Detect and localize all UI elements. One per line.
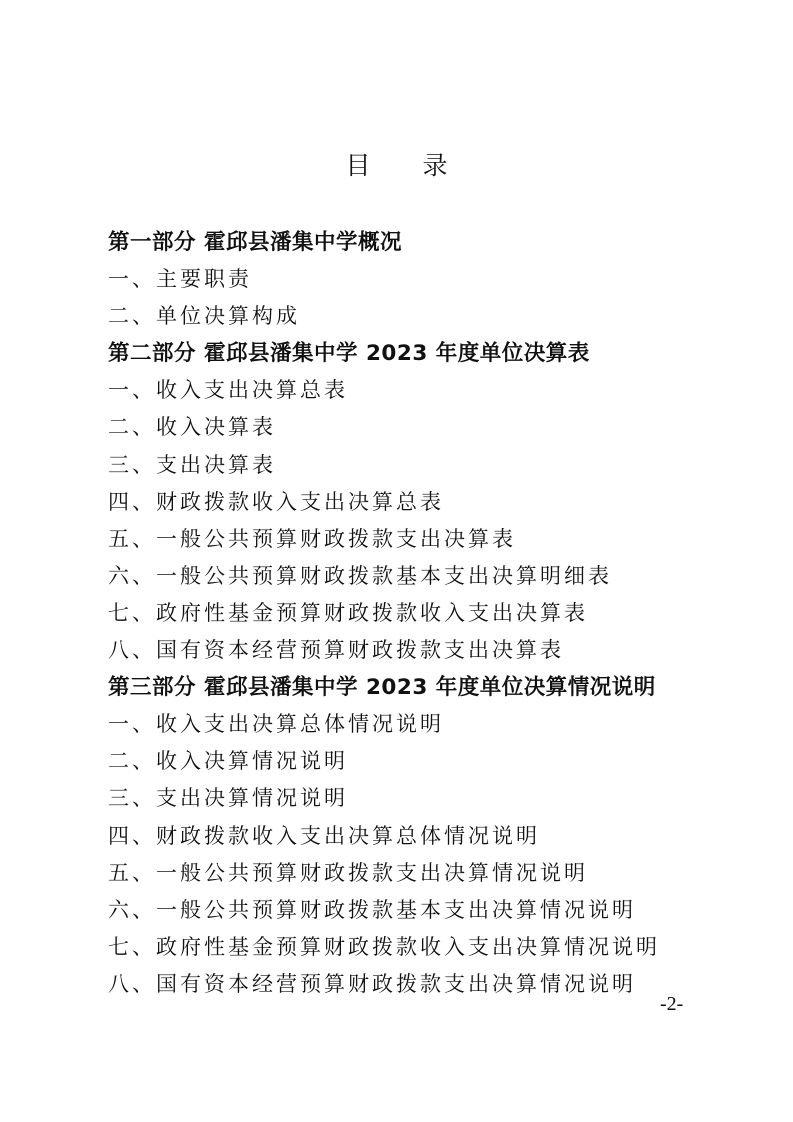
toc-item: 八、国有资本经营预算财政拨款支出决算表 [108,638,564,663]
toc-item: 四、财政拨款收入支出决算总体情况说明 [108,823,540,848]
toc-part-heading: 第一部分 霍邱县潘集中学概况 [108,230,402,255]
page-number: -2- [660,993,684,1015]
toc-item: 三、支出决算情况说明 [108,786,348,811]
toc-item: 八、国有资本经营预算财政拨款支出决算情况说明 [108,971,636,996]
page-title: 目 录 [345,151,470,180]
table-of-contents [108,224,748,1003]
toc-item: 二、单位决算构成 [108,304,300,329]
toc-item: 一、收入支出决算总体情况说明 [108,712,444,737]
toc-part-heading: 第二部分 霍邱县潘集中学 2023 年度单位决算表 [108,341,590,367]
toc-item: 六、一般公共预算财政拨款基本支出决算明细表 [108,563,612,588]
toc-item: 五、一般公共预算财政拨款支出决算表 [108,526,516,551]
toc-item: 二、收入决算情况说明 [108,749,348,774]
toc-item: 三、支出决算表 [108,452,276,477]
toc-item: 四、财政拨款收入支出决算总表 [108,489,444,514]
toc-item: 五、一般公共预算财政拨款支出决算情况说明 [108,860,588,885]
toc-item: 一、主要职责 [108,267,252,292]
toc-item: 一、收入支出决算总表 [108,378,348,403]
toc-part-heading: 第三部分 霍邱县潘集中学 2023 年度单位决算情况说明 [108,675,656,701]
toc-item: 六、一般公共预算财政拨款基本支出决算情况说明 [108,897,636,922]
toc-item: 七、政府性基金预算财政拨款收入支出决算表 [108,600,588,625]
toc-item: 七、政府性基金预算财政拨款收入支出决算情况说明 [108,934,660,959]
toc-item: 二、收入决算表 [108,415,276,440]
